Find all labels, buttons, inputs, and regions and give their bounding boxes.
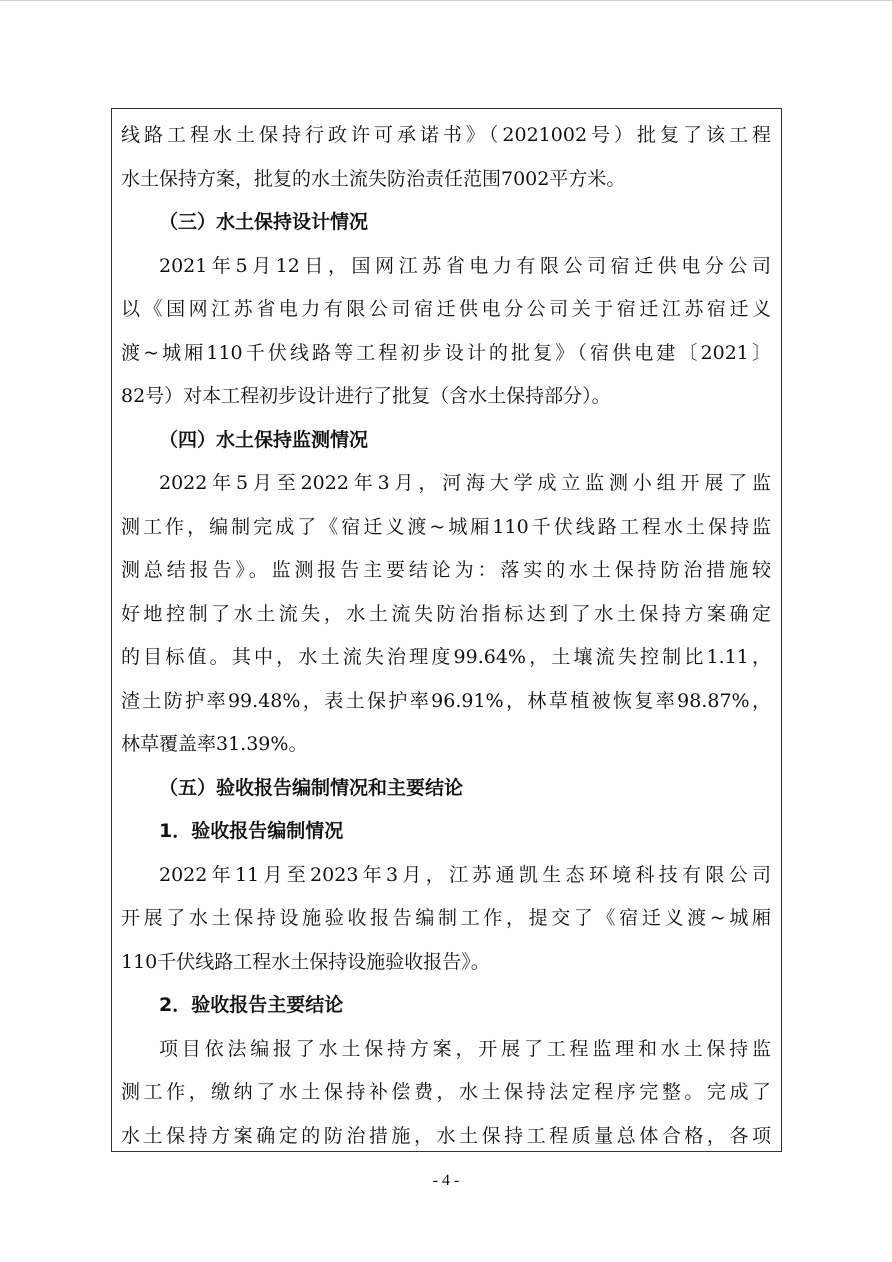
text-line-4: 2021年5月12日，国网江苏省电力有限公司宿迁供电分公司: [159, 254, 771, 277]
text-line-5: 以《国网江苏省电力有限公司宿迁供电分公司关于宿迁江苏宿迁义: [121, 298, 771, 320]
text-line-10: 测工作，编制完成了《宿迁义渡~城厢110千伏线路工程水土保持监: [121, 515, 771, 538]
subsection-heading-1: 1．验收报告编制情况: [159, 820, 344, 842]
text-line-9: 2022年5月至2022年3月，河海大学成立监测小组开展了监: [159, 472, 771, 494]
text-line-23: 测工作，缴纳了水土保持补偿费，水土保持法定程序完整。完成了: [121, 1081, 771, 1103]
text-line-15: 林草覆盖率31.39%。: [121, 733, 308, 755]
section-heading-3: （三）水土保持设计情况: [159, 211, 369, 233]
text-line-22: 项目依法编报了水土保持方案，开展了工程监理和水土保持监: [159, 1037, 771, 1060]
text-line-11: 测总结报告》。监测报告主要结论为：落实的水土保持防治措施较: [121, 559, 771, 581]
text-line-2: 水土保持方案，批复的水土流失防治责任范围7002平方米。: [121, 167, 626, 190]
text-line-6: 渡~城厢110千伏线路等工程初步设计的批复》（宿供电建〔2021〕: [121, 341, 771, 364]
text-line-13: 的目标值。其中，水土流失治理度99.64%，土壤流失控制比1.11，: [121, 646, 771, 668]
page-top-edge: [0, 0, 892, 1]
text-line-20: 110千伏线路工程水土保持设施验收报告》。: [121, 950, 490, 973]
page-number: - 4 -: [432, 1172, 460, 1189]
section-heading-4: （四）水土保持监测情况: [159, 428, 369, 451]
text-line-7: 82号）对本工程初步设计进行了批复（含水土保持部分）。: [121, 385, 611, 407]
text-line-18: 2022年11月至2023年3月，江苏通凯生态环境科技有限公司: [159, 863, 771, 886]
document-body: [121, 114, 771, 1158]
text-line-24: 水土保持方案确定的防治措施，水土保持工程质量总体合格，各项: [121, 1124, 771, 1147]
text-line-1: 线路工程水土保持行政许可承诺书》（2021002号）批复了该工程: [121, 124, 771, 146]
subsection-heading-2: 2．验收报告主要结论: [159, 994, 344, 1016]
text-line-12: 好地控制了水土流失，水土流失防治指标达到了水土保持方案确定: [121, 602, 771, 625]
section-heading-5: （五）验收报告编制情况和主要结论: [159, 776, 464, 799]
text-line-19: 开展了水土保持设施验收报告编制工作，提交了《宿迁义渡~城厢: [121, 907, 771, 929]
text-line-14: 渣土防护率99.48%，表土保护率96.91%，林草植被恢复率98.87%，: [121, 689, 771, 712]
